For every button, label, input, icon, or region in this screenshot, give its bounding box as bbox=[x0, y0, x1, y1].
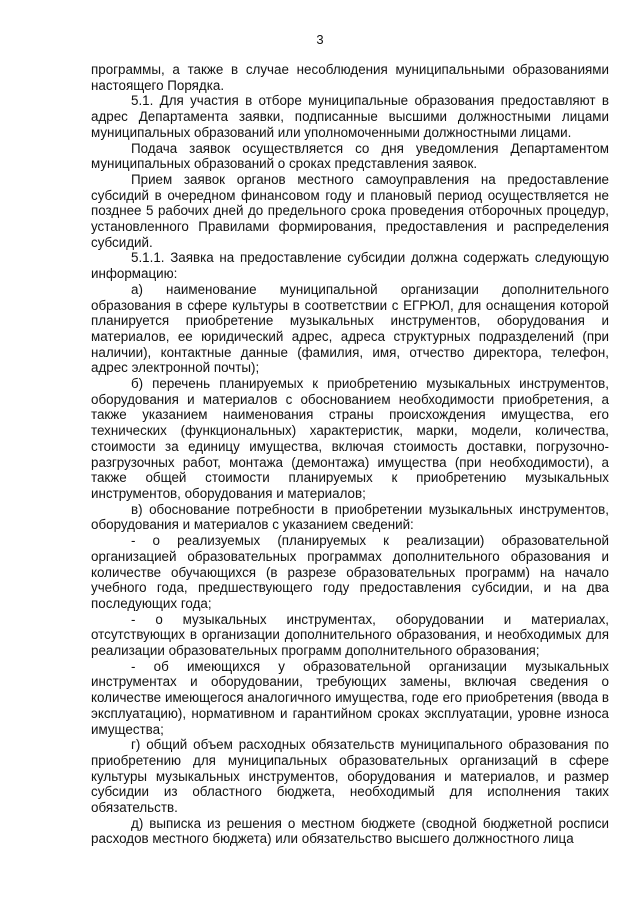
document-body bbox=[91, 62, 609, 847]
page-number: 3 bbox=[316, 32, 324, 47]
paragraph-submission: Подача заявок осуществляется со дня уведомления Департаментом муниципальных образований о сроках представления заявок. bbox=[91, 140, 609, 172]
paragraph-continuation: программы, а также в случае несоблюдения муниципальными образованиями настоящего Порядка. bbox=[91, 62, 609, 93]
paragraph-item-b: б) перечень планируемых к приобретению музыкальных инструментов, оборудования и материалов с обоснованием необходимости приобретения, а также указанием наименования страны происхождения имущества, его технических (функциональных) характеристик, марки, модели, количества, стоимости за единицу имущества, включая стоимость доставки, погрузочно-разгрузочных работ, монтажа (демонтажа) имущества (при необходимости), а также общей стоимости планируемых к приобретению музыкальных инструментов, оборудования и материалов; bbox=[91, 376, 609, 501]
paragraph-item-v: в) обоснование потребности в приобретении музыкальных инструментов, оборудования и материалов с указанием сведений: bbox=[91, 501, 609, 533]
paragraph-item-a: а) наименование муниципальной организации дополнительного образования в сфере культуры в соответствии с ЕГРЮЛ, для оснащения которой планируется приобретение музыкальных инструментов, оборудования и материалов, ее юридический адрес, адреса структурных подразделений (при наличии), контактные данные (фамилия, имя, отчество директора, телефон, адрес электронной почты); bbox=[91, 281, 609, 376]
paragraph-sub-programs: - о реализуемых (планируемых к реализации) образовательной организацией образовательных программах дополнительного образования и количестве обучающихся (в разрезе образовательных программ) на начало учебного года, предшествующего году предоставления субсидии, и на два последующих года; bbox=[91, 533, 609, 611]
paragraph-5-1-1: 5.1.1. Заявка на предоставление субсидии должна содержать следующую информацию: bbox=[91, 250, 609, 282]
paragraph-acceptance: Прием заявок органов местного самоуправления на предоставление субсидий в очередном финансовом году и плановый период осуществляется не позднее 5 рабочих дней до предельного срока проведения отборочных процедур, установленного Правилами формирования, предоставления и распределения субсидий. bbox=[91, 171, 609, 250]
paragraph-item-g: г) общий объем расходных обязательств муниципального образования по приобретению для муниципальных образовательных организаций в сфере культуры музыкальных инструментов, оборудования и материалов, и размер субсидии из областного бюджета, необходимый для исполнения таких обязательств. bbox=[91, 737, 609, 816]
paragraph-5-1: 5.1. Для участия в отборе муниципальные образования предоставляют в адрес Департамента заявки, подписанные высшими должностными лицами муниципальных образований или уполномоченными должностными лицами. bbox=[91, 93, 609, 140]
paragraph-item-d: д) выписка из решения о местном бюджете (сводной бюджетной росписи расходов местного бюджета) или обязательство высшего должностного лица bbox=[91, 815, 609, 847]
paragraph-sub-missing: - о музыкальных инструментах, оборудовании и материалах, отсутствующих в организации дополнительного образования, и необходимых для реализации образовательных программ дополнительного образования; bbox=[91, 611, 609, 659]
paragraph-sub-existing: - об имеющихся у образовательной организации музыкальных инструментах и оборудовании, требующих замены, включая сведения о количестве имеющегося аналогичного имущества, годе его приобретения (ввода в эксплуатацию), нормативном и гарантийном сроках эксплуатации, уровне износа имущества; bbox=[91, 658, 609, 737]
